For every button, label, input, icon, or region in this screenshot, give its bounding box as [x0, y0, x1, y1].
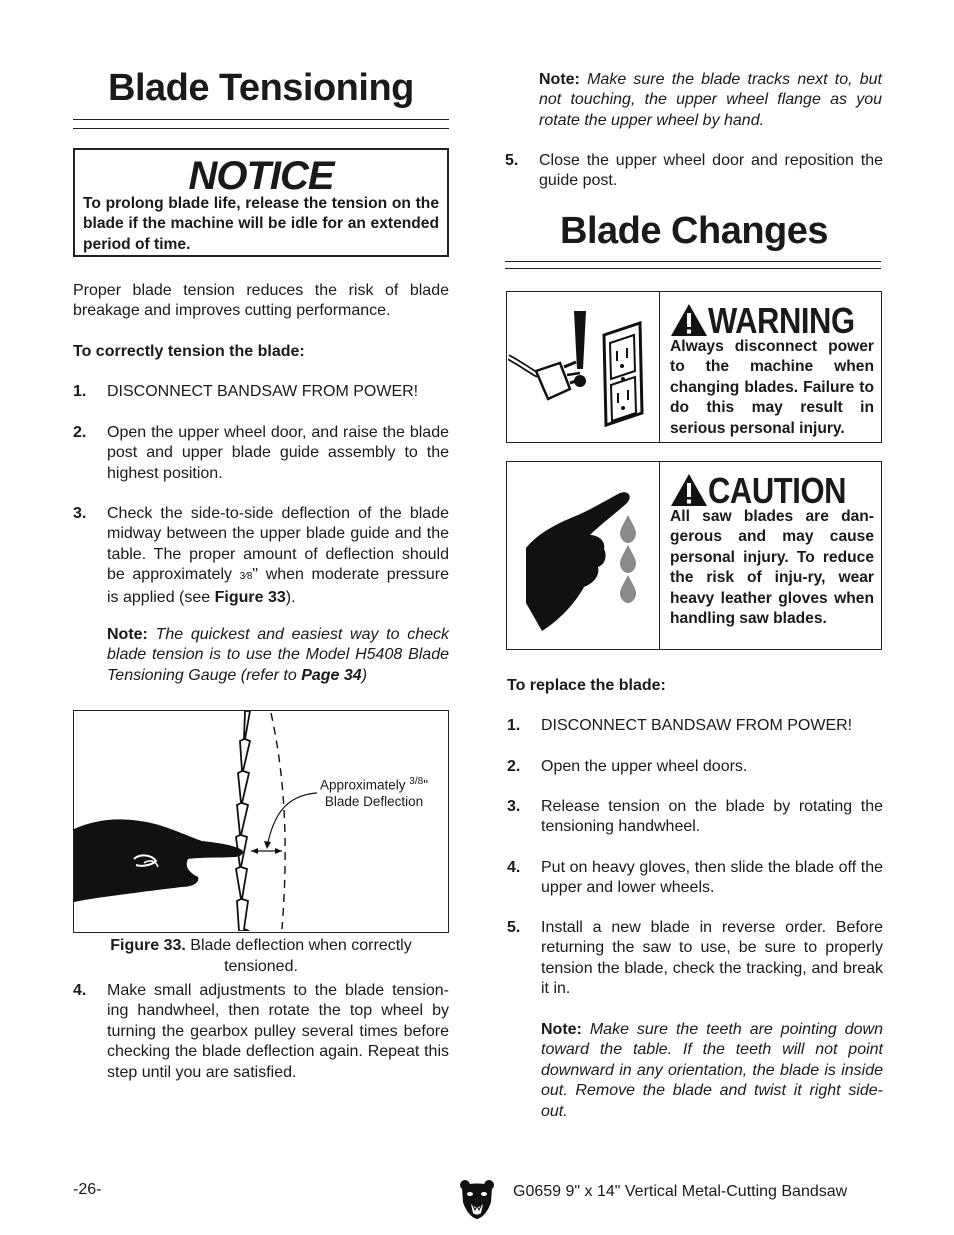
notice-heading: NOTICE: [188, 154, 334, 198]
intro-paragraph: Proper blade tension reduces the risk of blade breakage and improves cutting performance.: [73, 282, 449, 320]
step-text-part: Check the side-to-side deflection of the blade midway between the upper blade guide and the table. The proper amount of deflection should be approximately: [107, 505, 449, 584]
caution-box: [506, 461, 882, 650]
step-number: 4.: [507, 859, 521, 876]
step-text: DISCONNECT BANDSAW FROM POWER!: [107, 383, 419, 400]
step-text: Close the upper wheel door and reposition the guide post.: [539, 152, 883, 190]
hand-drip-icon: [508, 463, 658, 649]
warning-triangle-icon: [670, 473, 708, 507]
step-text: Put on heavy gloves, then slide the blade off the upper and lower wheels.: [541, 859, 883, 897]
step-text-part: " when moderate pressure is applied (see: [107, 566, 449, 606]
step-number: 3.: [73, 505, 87, 522]
step-item: [73, 981, 449, 1083]
step-item: [73, 423, 449, 484]
label-text: Blade Deflection: [324, 793, 424, 809]
saw-blade-icon: [236, 711, 250, 931]
step-number: 2.: [73, 424, 87, 441]
step-text: Install a new blade in reverse order. Before returning the saw to use, be sure to properly tension the blade, check the tracking, and break it in.: [541, 919, 883, 998]
note-text: Make sure the teeth are pointing down toward the table. If the teeth will not point downward in any orientation, the blade is inside out. Remove the blade and twist it right side-out.: [541, 1021, 884, 1120]
blade-deflection-illustration: [74, 711, 447, 931]
label-text: ": [423, 777, 428, 793]
deflection-label: [314, 774, 434, 810]
figure-33-caption: [73, 936, 449, 977]
section-title-blade-changes: Blade Changes: [560, 210, 829, 252]
note-text: The quickest and easiest way to check blade tension is to use the Model H5408 Blade Tensioning Gauge (refer to: [107, 626, 450, 684]
note-text: Make sure the blade tracks next to, but not touching, the upper wheel flange as you rotate the upper wheel by hand.: [539, 71, 883, 129]
step-number: 4.: [73, 982, 87, 999]
fraction: 3/8: [409, 776, 424, 787]
step-item: [505, 151, 883, 192]
step-number: 5.: [507, 919, 521, 936]
step-text: Release tension on the blade by rotating the tensioning handwheel.: [541, 798, 883, 836]
grizzly-bear-logo-icon: [458, 1178, 496, 1220]
step-item: [507, 757, 883, 777]
tracking-note: [539, 70, 882, 131]
fraction: 3⁄8: [239, 571, 253, 583]
procedure-heading: To replace the blade:: [507, 677, 666, 694]
step-number: 1.: [507, 717, 521, 734]
tension-note: [107, 625, 449, 686]
label-leader-line: [267, 793, 317, 847]
figure-reference: Figure 33: [214, 588, 286, 606]
step-text: Open the upper wheel door, and raise the blade post and upper blade guide assembly to the highest position.: [107, 424, 449, 482]
notice-text: To prolong blade life, release the tension on the blade if the machine will be idle for an extended period of time.: [83, 195, 439, 253]
title-rule: [73, 119, 449, 129]
step-text-part: ).: [285, 588, 296, 606]
note-end: ): [361, 666, 368, 684]
teeth-note: [541, 1020, 883, 1122]
page-number: -26-: [73, 1181, 102, 1198]
step-item: [507, 918, 883, 1000]
step-number: 5.: [505, 152, 519, 169]
step-item: [507, 716, 883, 736]
deflection-curve: [271, 713, 285, 929]
note-label: Note:: [107, 626, 148, 643]
warning-box: [506, 291, 882, 443]
figure-33-box: [73, 710, 449, 933]
label-text: Approximately: [320, 777, 410, 793]
step-text: Open the upper wheel doors.: [541, 758, 748, 775]
warning-text: Always disconnect power to the machine when changing blades. Failure to do this may result in serious personal injury.: [670, 338, 874, 437]
step-number: 2.: [507, 758, 521, 775]
step-text: [107, 504, 449, 608]
note-label: Note:: [541, 1021, 582, 1038]
notice-box: [73, 148, 449, 257]
caution-text: All saw blades are dan-gerous and may cause personal injury. To reduce the risk of inju-ry, wear heavy leather gloves when handling saw blades.: [670, 508, 874, 628]
warning-heading: WARNING: [708, 300, 855, 341]
caption-text: Blade deflection when correctly tensioned.: [185, 937, 412, 975]
title-rule: [505, 261, 881, 269]
step-text: Make small adjustments to the blade tension-ing handwheel, then rotate the top wheel by turning the gearbox pulley several times before checking the blade deflection again. Repeat this step until you are satisfied.: [107, 982, 449, 1081]
caption-label: Figure 33.: [110, 937, 186, 954]
step-item: [507, 797, 883, 838]
footer-model-title: G0659 9" x 14" Vertical Metal-Cutting Bandsaw: [513, 1183, 848, 1200]
step-item: [73, 382, 449, 402]
page-title-blade-tensioning: Blade Tensioning: [108, 67, 414, 109]
step-text: DISCONNECT BANDSAW FROM POWER!: [541, 717, 853, 734]
note-label: Note:: [539, 71, 580, 88]
warning-triangle-icon: [670, 303, 708, 337]
electrical-plug-outlet-icon: [508, 293, 658, 441]
step-number: 1.: [73, 383, 87, 400]
page-reference: Page 34: [301, 666, 362, 684]
procedure-heading: To correctly tension the blade:: [73, 343, 305, 360]
step-number: 3.: [507, 798, 521, 815]
hand-icon: [74, 819, 243, 902]
step-item: [73, 504, 449, 608]
caution-heading: CAUTION: [708, 470, 847, 511]
step-item: [507, 858, 883, 899]
